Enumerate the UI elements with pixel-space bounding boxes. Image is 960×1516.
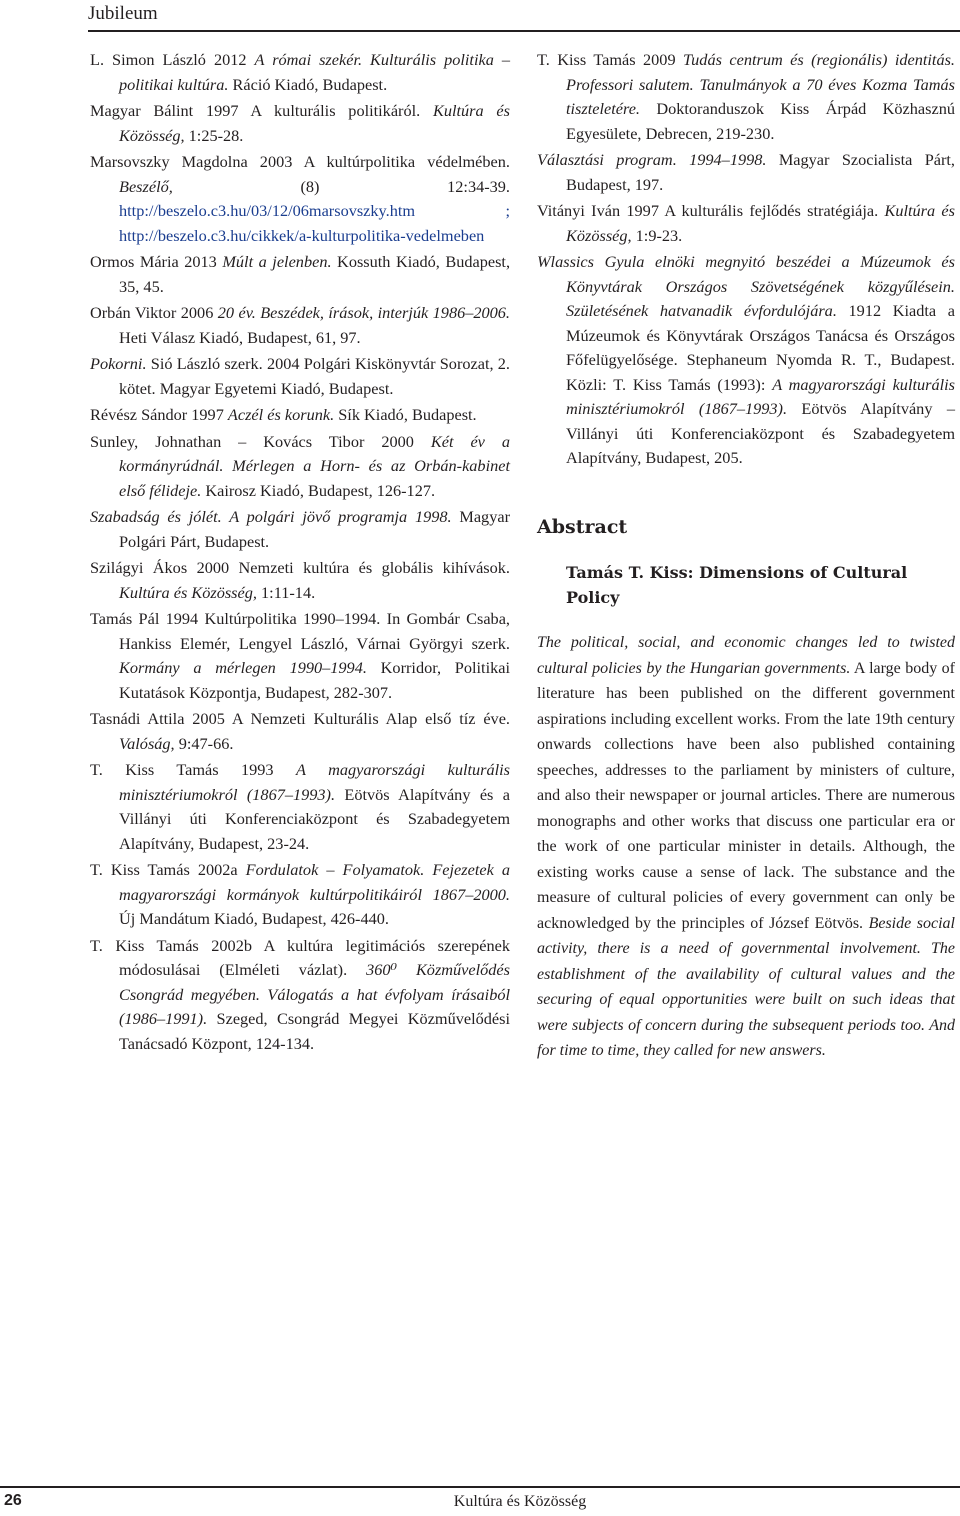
reference-entry — [90, 430, 510, 504]
text-run: 1912 Kiadta a Múzeumok és Könyvtárak Országos Tanácsa és Országos Főfelügyelősége. Stephaneum Nyomda R. T., Budapest. Közli: T. Kiss Tamás (1993): — [566, 301, 956, 394]
reference-entry — [537, 250, 955, 471]
text-run: Szeged, Csongrád Megyei Közművelődési Tanácsadó Központ, 124-134. — [119, 1009, 510, 1053]
text-run: Magyar Szocialista Párt, Budapest, 197. — [566, 150, 956, 194]
text-run: T. Kiss Tamás 2009 — [537, 50, 684, 69]
text-run: T. Kiss Tamás 1993 — [90, 760, 296, 779]
text-run: Múlt a jelenben. — [222, 252, 332, 271]
reference-entry — [90, 403, 510, 428]
text-run: Tudás centrum és (regionális) identitás. Professori salutem. Tanulmányok a 70 éves Kozma Tamás tiszteletére. — [566, 50, 955, 118]
text-run: Aczél és korunk. — [227, 405, 335, 424]
text-run: Marsovszky Magdolna 2003 A kultúrpolitika védelmében. — [90, 152, 510, 171]
text-run: Beside social activity, there is a need of governmental involvement. The establishment of the availability of cultural values and the securing of equal opportunities were built on such ideas that were subjects of concern during the subsequent periods too. And for time to time, they called for new answers. — [537, 914, 955, 1059]
text-run: T. Kiss Tamás 2002a — [90, 860, 246, 879]
text-run: L. Simon László 2012 — [90, 50, 255, 69]
reference-entry — [537, 148, 955, 197]
text-run: Választási program. 1994–1998. — [537, 150, 767, 169]
references-right-list — [537, 48, 955, 471]
page-number: 26 — [4, 1492, 22, 1509]
reference-entry — [90, 301, 510, 350]
text-run: Szabadság és jólét. A polgári jövő programja 1998. — [90, 507, 452, 526]
text-run: Heti Válasz Kiadó, Budapest, 61, 97. — [119, 327, 361, 347]
text-run: Sunley, Johnathan – Kovács Tibor 2000 — [90, 431, 431, 451]
text-run: Új Mandátum Kiadó, Budapest, 426-440. — [119, 909, 389, 928]
reference-entry — [90, 556, 510, 605]
text-run: Kairosz Kiadó, Budapest, 126-127. — [201, 480, 436, 500]
footer-rule — [0, 1486, 960, 1488]
text-run: Fordulatok – Folyamatok. Fejezetek a magyarországi kormányok kultúrpolitikáiról 1867–2000. — [119, 860, 510, 904]
text-run: Tamás Pál 1994 Kultúrpolitika 1990–1994. In Gombár Csaba, Hankiss Elemér, Lengyel László, Várnai Györgyi szerk. — [90, 609, 510, 653]
running-header: Jubileum — [88, 3, 158, 24]
text-run: Vitányi Iván 1997 A kulturális fejlődés stratégiája. — [537, 201, 885, 220]
reference-entry — [90, 48, 510, 97]
text-run: Szilágyi Ákos 2000 Nemzeti kultúra és globális kihívások. — [90, 558, 510, 577]
text-run: Két év a kormányrúdnál. Mérlegen a Horn- és az Orbán-kabinet első félideje. — [119, 431, 511, 500]
text-run: 1:25-28. — [184, 125, 244, 145]
reference-entry — [537, 199, 955, 248]
text-run: 360⁰ Közművelődés Csongrád megyében. Válogatás a hat évfolyam írásaiból (1986–1991). — [119, 960, 510, 1028]
text-run: Magyar Bálint 1997 A kulturális politikáról. — [90, 101, 433, 120]
abstract-heading: Abstract — [537, 515, 628, 538]
abstract-text — [537, 630, 955, 1064]
reference-entry — [90, 505, 510, 554]
reference-entry — [90, 607, 510, 705]
reference-link[interactable]: http://beszelo.c3.hu/03/12/06marsovszky.htm ; http://beszelo.c3.hu/cikkek/a-kulturpolitika-vedelmeben — [119, 201, 510, 245]
text-run: Sík Kiadó, Budapest. — [334, 405, 477, 424]
text-run: Orbán Viktor 2006 — [90, 303, 218, 322]
reference-entry — [90, 150, 510, 248]
text-run: Kultúra és Közösség, — [119, 582, 257, 602]
text-run: Magyar Polgári Párt, Budapest. — [119, 507, 510, 551]
reference-entry — [90, 707, 510, 756]
references-left-column — [90, 48, 510, 1058]
journal-title: Kultúra és Közösség — [453, 1493, 587, 1510]
reference-entry — [537, 48, 955, 146]
text-run: A magyarországi kulturális minisztériumokról (1867–1993). — [566, 374, 955, 418]
text-run: Wlassics Gyula elnöki megnyitó beszédei a Múzeumok és Könyvtárak Országos Szövetségének közgyűlésein. Születésének hatvanadik évfordulójára. — [537, 252, 955, 320]
text-run: Sió László szerk. 2004 Polgári Kiskönyvtár Sorozat, 2. kötet. Magyar Egyetemi Kiadó, Budapest. — [119, 354, 510, 398]
text-run: Korridor, Politikai Kutatások Központja, Budapest, 282-307. — [119, 658, 510, 702]
text-run: A large body of literature has been published on the different government aspirations including excellent works. From the late 19th century onwards collections have been also published containing speeches, addresses to the parliament by ministers of culture, and also their newspaper or journal articles. There are numerous monographs and other works that discuss one particular era or the work of one particular minister in details. Although, the existing works cause a sense of lack. The substance and the measure of cultural policies of every government can only be acknowledged by the principles of József Eötvös. — [537, 659, 955, 932]
text-run: Ráció Kiadó, Budapest. — [228, 74, 388, 94]
text-run: Révész Sándor 1997 — [90, 405, 228, 424]
reference-entry — [90, 858, 510, 932]
text-run: Kultúra és Közösség, — [119, 101, 510, 145]
text-run: Doktoranduszok Kiss Árpád Közhasznú Egyesülete, Debrecen, 219-230. — [566, 99, 955, 143]
text-run: 9:47-66. — [174, 733, 234, 753]
text-run: A római szekér. Kulturális politika – politikai kultúra. — [119, 50, 510, 94]
text-run: T. Kiss Tamás 2002b A kultúra legitimációs szerepének módosulásai (Elméleti vázlat). — [90, 935, 510, 979]
text-run: Tasnádi Attila 2005 A Nemzeti Kulturális Alap első tíz éve. — [90, 709, 510, 728]
text-run: Pokorni. — [90, 354, 147, 373]
text-run: Valóság, — [119, 733, 175, 753]
text-run: Eötvös Alapítvány – Villányi úti Konferenciaközpont és Szabadegyetem Alapítvány, Budapest, 205. — [566, 399, 955, 467]
text-run: Ormos Mária 2013 — [90, 252, 223, 271]
text-run: Kossuth Kiadó, Budapest, 35, 45. — [119, 252, 511, 296]
right-column — [537, 48, 955, 1064]
reference-entry — [90, 758, 510, 856]
text-run: Beszélő, — [119, 176, 173, 196]
text-run: The political, social, and economic changes led to twisted cultural policies by the Hungarian governments. — [537, 634, 955, 677]
abstract-subtitle: Tamás T. Kiss: Dimensions of Cultural Policy — [566, 563, 908, 607]
reference-entry — [90, 934, 510, 1057]
text-run: Kormány a mérlegen 1990–1994. — [119, 658, 367, 677]
text-run: A magyarországi kulturális minisztériumokról (1867–1993). — [119, 760, 511, 804]
reference-entry — [90, 99, 510, 148]
header-rule — [88, 30, 960, 32]
text-run: 20 év. Beszédek, írások, interjúk 1986–2006. — [217, 303, 510, 322]
reference-entry — [90, 352, 510, 401]
text-run: Kultúra és Közösség, — [566, 201, 955, 245]
text-run: Eötvös Alapítvány és a Villányi úti Konferenciaközpont és Szabadegyetem Alapítvány, Budapest, 23-24. — [119, 784, 510, 853]
reference-entry — [90, 250, 510, 299]
text-run: 1:11-14. — [256, 582, 316, 602]
text-run: (8) 12:34-39. — [172, 176, 510, 196]
text-run: 1:9-23. — [631, 225, 683, 245]
